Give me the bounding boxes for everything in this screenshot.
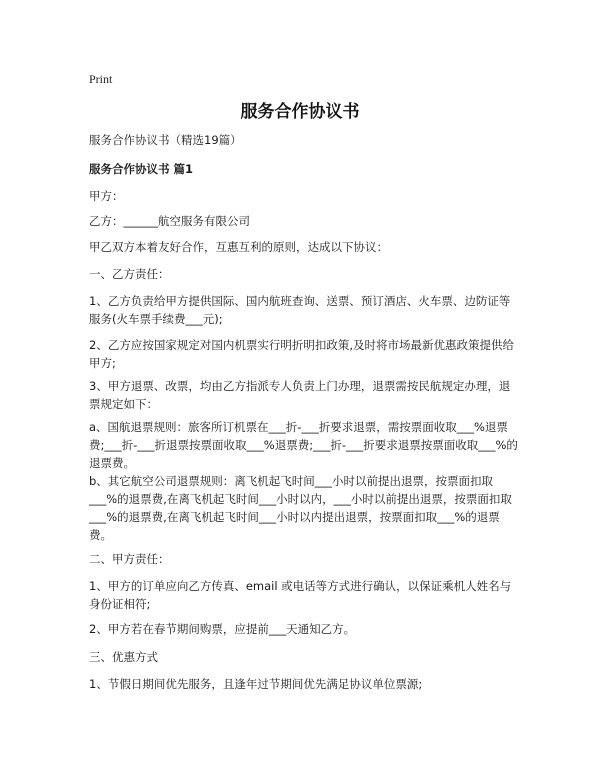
page-title: 服务合作协议书: [240, 102, 360, 122]
heading-party-b-duties: 一、乙方责任：: [89, 267, 170, 281]
paragraph-item-4: 1、甲方的订单应向乙方传真、email 或电话等方式进行确认，以保证乘机人姓名与身份证相符;: [89, 579, 512, 611]
paragraph-item-6: 1、节假日期间优先服务，且逢年过节期间优先满足协议单位票源;: [89, 677, 423, 691]
document-subtitle: 服务合作协议书（精选19篇）: [89, 133, 242, 147]
paragraph-item-5: 2、甲方若在春节期间购票，应提前___天通知乙方。: [89, 622, 356, 636]
paragraph-item-b: b、其它航空公司退票规则：离飞机起飞时间___小时以前提出退票，按票面扣取___%的退票费,在离飞机起飞时间___小时以内，___小时以前提出退票，按票面扣取___%的退票费,在离飞机起飞时间___小时以内提出退票，按票面扣取___%的退票费。: [89, 474, 512, 542]
party-a: 甲方：: [89, 189, 124, 203]
intro-paragraph: 甲乙双方本着友好合作，互惠互利的原则，达成以下协议：: [89, 240, 388, 254]
paragraph-item-1: 1、乙方负责给甲方提供国际、国内航班查询、送票、预订酒店、火车票、边防证等服务(火车票手续费___元);: [89, 294, 511, 326]
heading-party-a-duties: 二、甲方责任：: [89, 552, 170, 566]
section-title: 服务合作协议书 篇1: [89, 162, 194, 176]
paragraph-item-a: a、国航退票规则：旅客所订机票在___折-___折要求退票，需按票面收取___%退票费;___折-___折退票按票面收取___%退票费;___折-___折要求退票按票面收取___%的退票费。: [89, 420, 518, 470]
paragraph-item-3: 3、甲方退票、改票，均由乙方指派专人负责上门办理，退票需按民航规定办理，退票规定如下：: [89, 379, 511, 411]
paragraph-item-2: 2、乙方应按国家规定对国内机票实行明折明扣政策,及时将市场最新优惠政策提供给甲方;: [89, 338, 514, 370]
print-link[interactable]: Print: [89, 72, 113, 86]
party-b: 乙方：______航空服务有限公司: [89, 214, 250, 228]
heading-discounts: 三、优惠方式: [89, 650, 158, 664]
